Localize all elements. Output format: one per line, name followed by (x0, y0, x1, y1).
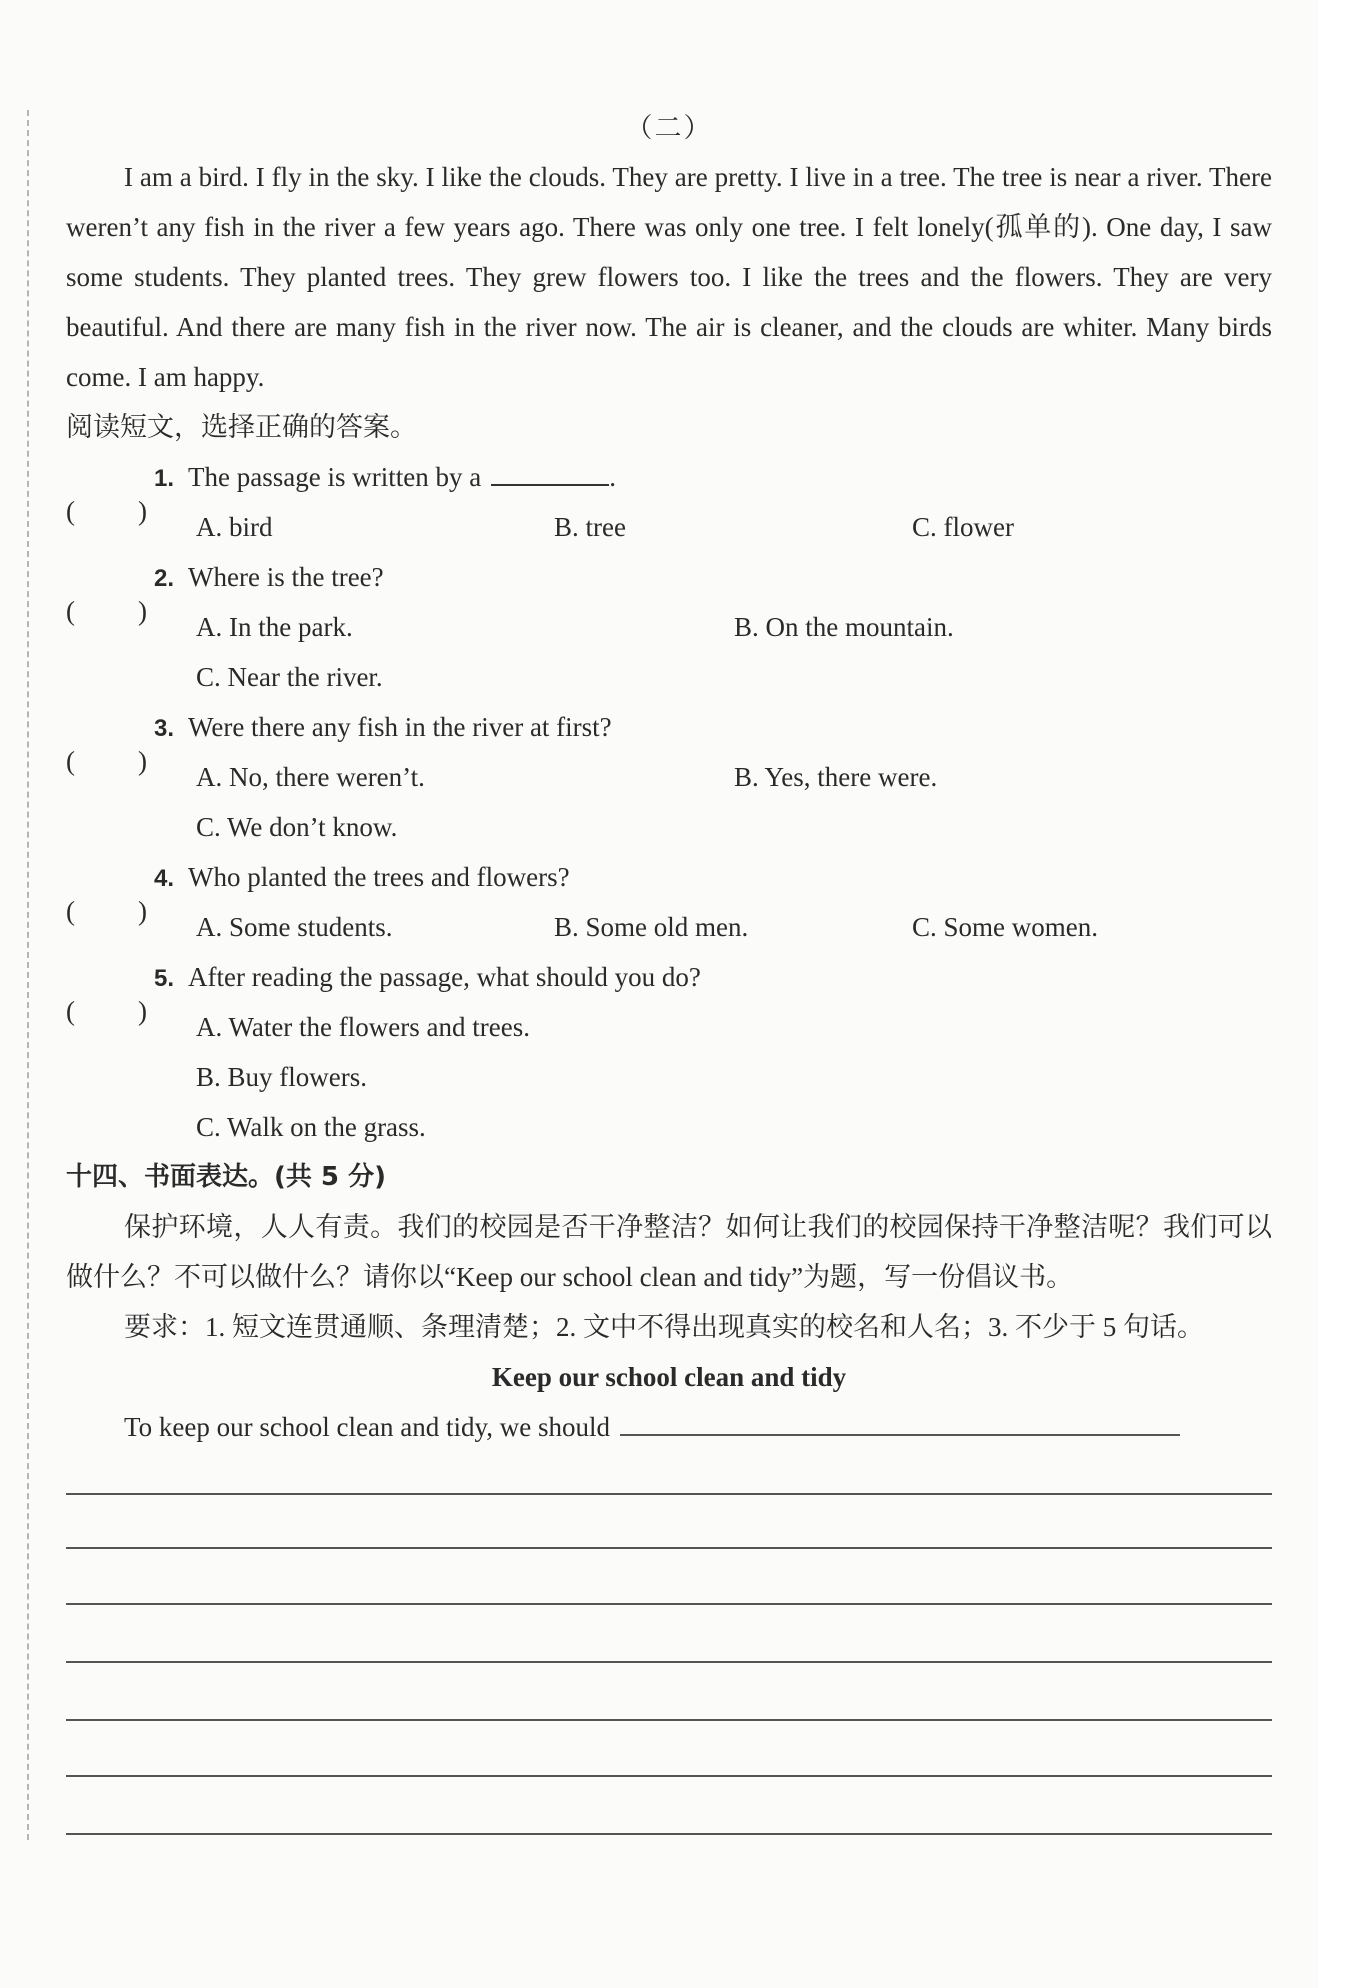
question-number: 3. (154, 715, 175, 742)
option-b[interactable]: B. tree (554, 512, 626, 542)
writing-line[interactable] (66, 1493, 1272, 1495)
writing-prompt-block (66, 1202, 1272, 1302)
question-number: 5. (154, 965, 175, 992)
writing-line[interactable] (66, 1661, 1272, 1663)
question-text: The passage is written by a (188, 462, 482, 492)
option-a[interactable]: A. No, there weren’t. (196, 762, 425, 792)
question-2-options-row2 (66, 652, 1272, 702)
question-text: Were there any fish in the river at first? (188, 712, 612, 742)
composition-title: Keep our school clean and tidy (491, 1362, 847, 1392)
writing-line[interactable] (66, 1775, 1272, 1777)
option-a[interactable]: A. In the park. (196, 612, 353, 642)
passage-text: I am a bird. I fly in the sky. I like the clouds. They are pretty. I live in a tree. The tree is near a river. There weren’t any fish in the river a few years ago. There was only one tree. I felt lonely(孤单的). One day, I saw some students. They planted trees. They grew flowers too. I like the trees and the flowers. They are very beautiful. And there are many fish in the river now. The air is cleaner, and the clouds are whiter. Many birds come. I am happy. (66, 162, 1272, 392)
option-a[interactable]: A. Some students. (196, 912, 393, 942)
question-number: 4. (154, 865, 175, 892)
fill-blank[interactable] (491, 456, 609, 486)
option-b[interactable]: B. Yes, there were. (734, 762, 938, 792)
option-a[interactable]: A. bird (196, 512, 273, 542)
reading-passage (66, 152, 1272, 402)
writing-requirements: 要求：1. 短文连贯通顺、条理清楚；2. 文中不得出现真实的校名和人名；3. 不少于 5 句话。 (124, 1312, 1204, 1342)
question-number: 1. (154, 465, 175, 492)
option-a[interactable]: A. Water the flowers and trees. (196, 1012, 530, 1042)
writing-line[interactable] (66, 1719, 1272, 1721)
question-number: 2. (154, 565, 175, 592)
question-text-end: . (609, 462, 616, 492)
question-1-options (66, 502, 1272, 552)
question-1: ( ) 1. The passage is written by a . (66, 452, 1272, 502)
question-4-options (66, 902, 1272, 952)
question-text: After reading the passage, what should you do? (188, 962, 701, 992)
question-4: ( ) 4. Who planted the trees and flowers? (66, 862, 570, 926)
question-2-options-row1 (66, 602, 1272, 652)
composition-starter-line (66, 1402, 1272, 1452)
writing-line[interactable] (66, 1547, 1272, 1549)
question-2: ( ) 2. Where is the tree? (66, 562, 384, 626)
question-text: Where is the tree? (188, 562, 384, 592)
option-b[interactable]: B. Some old men. (554, 912, 749, 942)
question-3: ( ) 3. Were there any fish in the river at first? (66, 712, 612, 776)
writing-line[interactable] (66, 1833, 1272, 1835)
option-c[interactable]: C. Walk on the grass. (196, 1112, 426, 1142)
composition-starter: To keep our school clean and tidy, we should (124, 1412, 610, 1442)
option-c[interactable]: C. flower (912, 512, 1014, 542)
question-5-option-b-row (66, 1052, 1272, 1102)
option-c[interactable]: C. Near the river. (196, 662, 383, 692)
question-5-option-a-row (66, 1002, 1272, 1052)
writing-prompt: 保护环境，人人有责。我们的校园是否干净整洁？如何让我们的校园保持干净整洁呢？我们可以做什么？不可以做什么？请你以“Keep our school clean and tidy”为题，写一份倡议书。 (66, 1212, 1272, 1292)
question-5: ( ) 5. After reading the passage, what should you do? (66, 962, 701, 1026)
section-mark: （二） (625, 113, 713, 143)
option-c[interactable]: C. We don’t know. (196, 812, 398, 842)
writing-line[interactable] (66, 1603, 1272, 1605)
binding-margin-line (27, 110, 29, 1840)
question-3-options-row1 (66, 752, 1272, 802)
option-b[interactable]: B. Buy flowers. (196, 1062, 367, 1092)
question-3-options-row2 (66, 802, 1272, 852)
worksheet-content (66, 104, 1272, 1452)
question-5-option-c-row (66, 1102, 1272, 1152)
question-text: Who planted the trees and flowers? (188, 862, 570, 892)
writing-blank[interactable] (620, 1404, 1180, 1436)
option-b[interactable]: B. On the mountain. (734, 612, 954, 642)
writing-section-heading: 十四、书面表达。(共 5 分) (66, 1162, 386, 1192)
option-c[interactable]: C. Some women. (912, 912, 1098, 942)
reading-instruction: 阅读短文，选择正确的答案。 (66, 412, 417, 442)
